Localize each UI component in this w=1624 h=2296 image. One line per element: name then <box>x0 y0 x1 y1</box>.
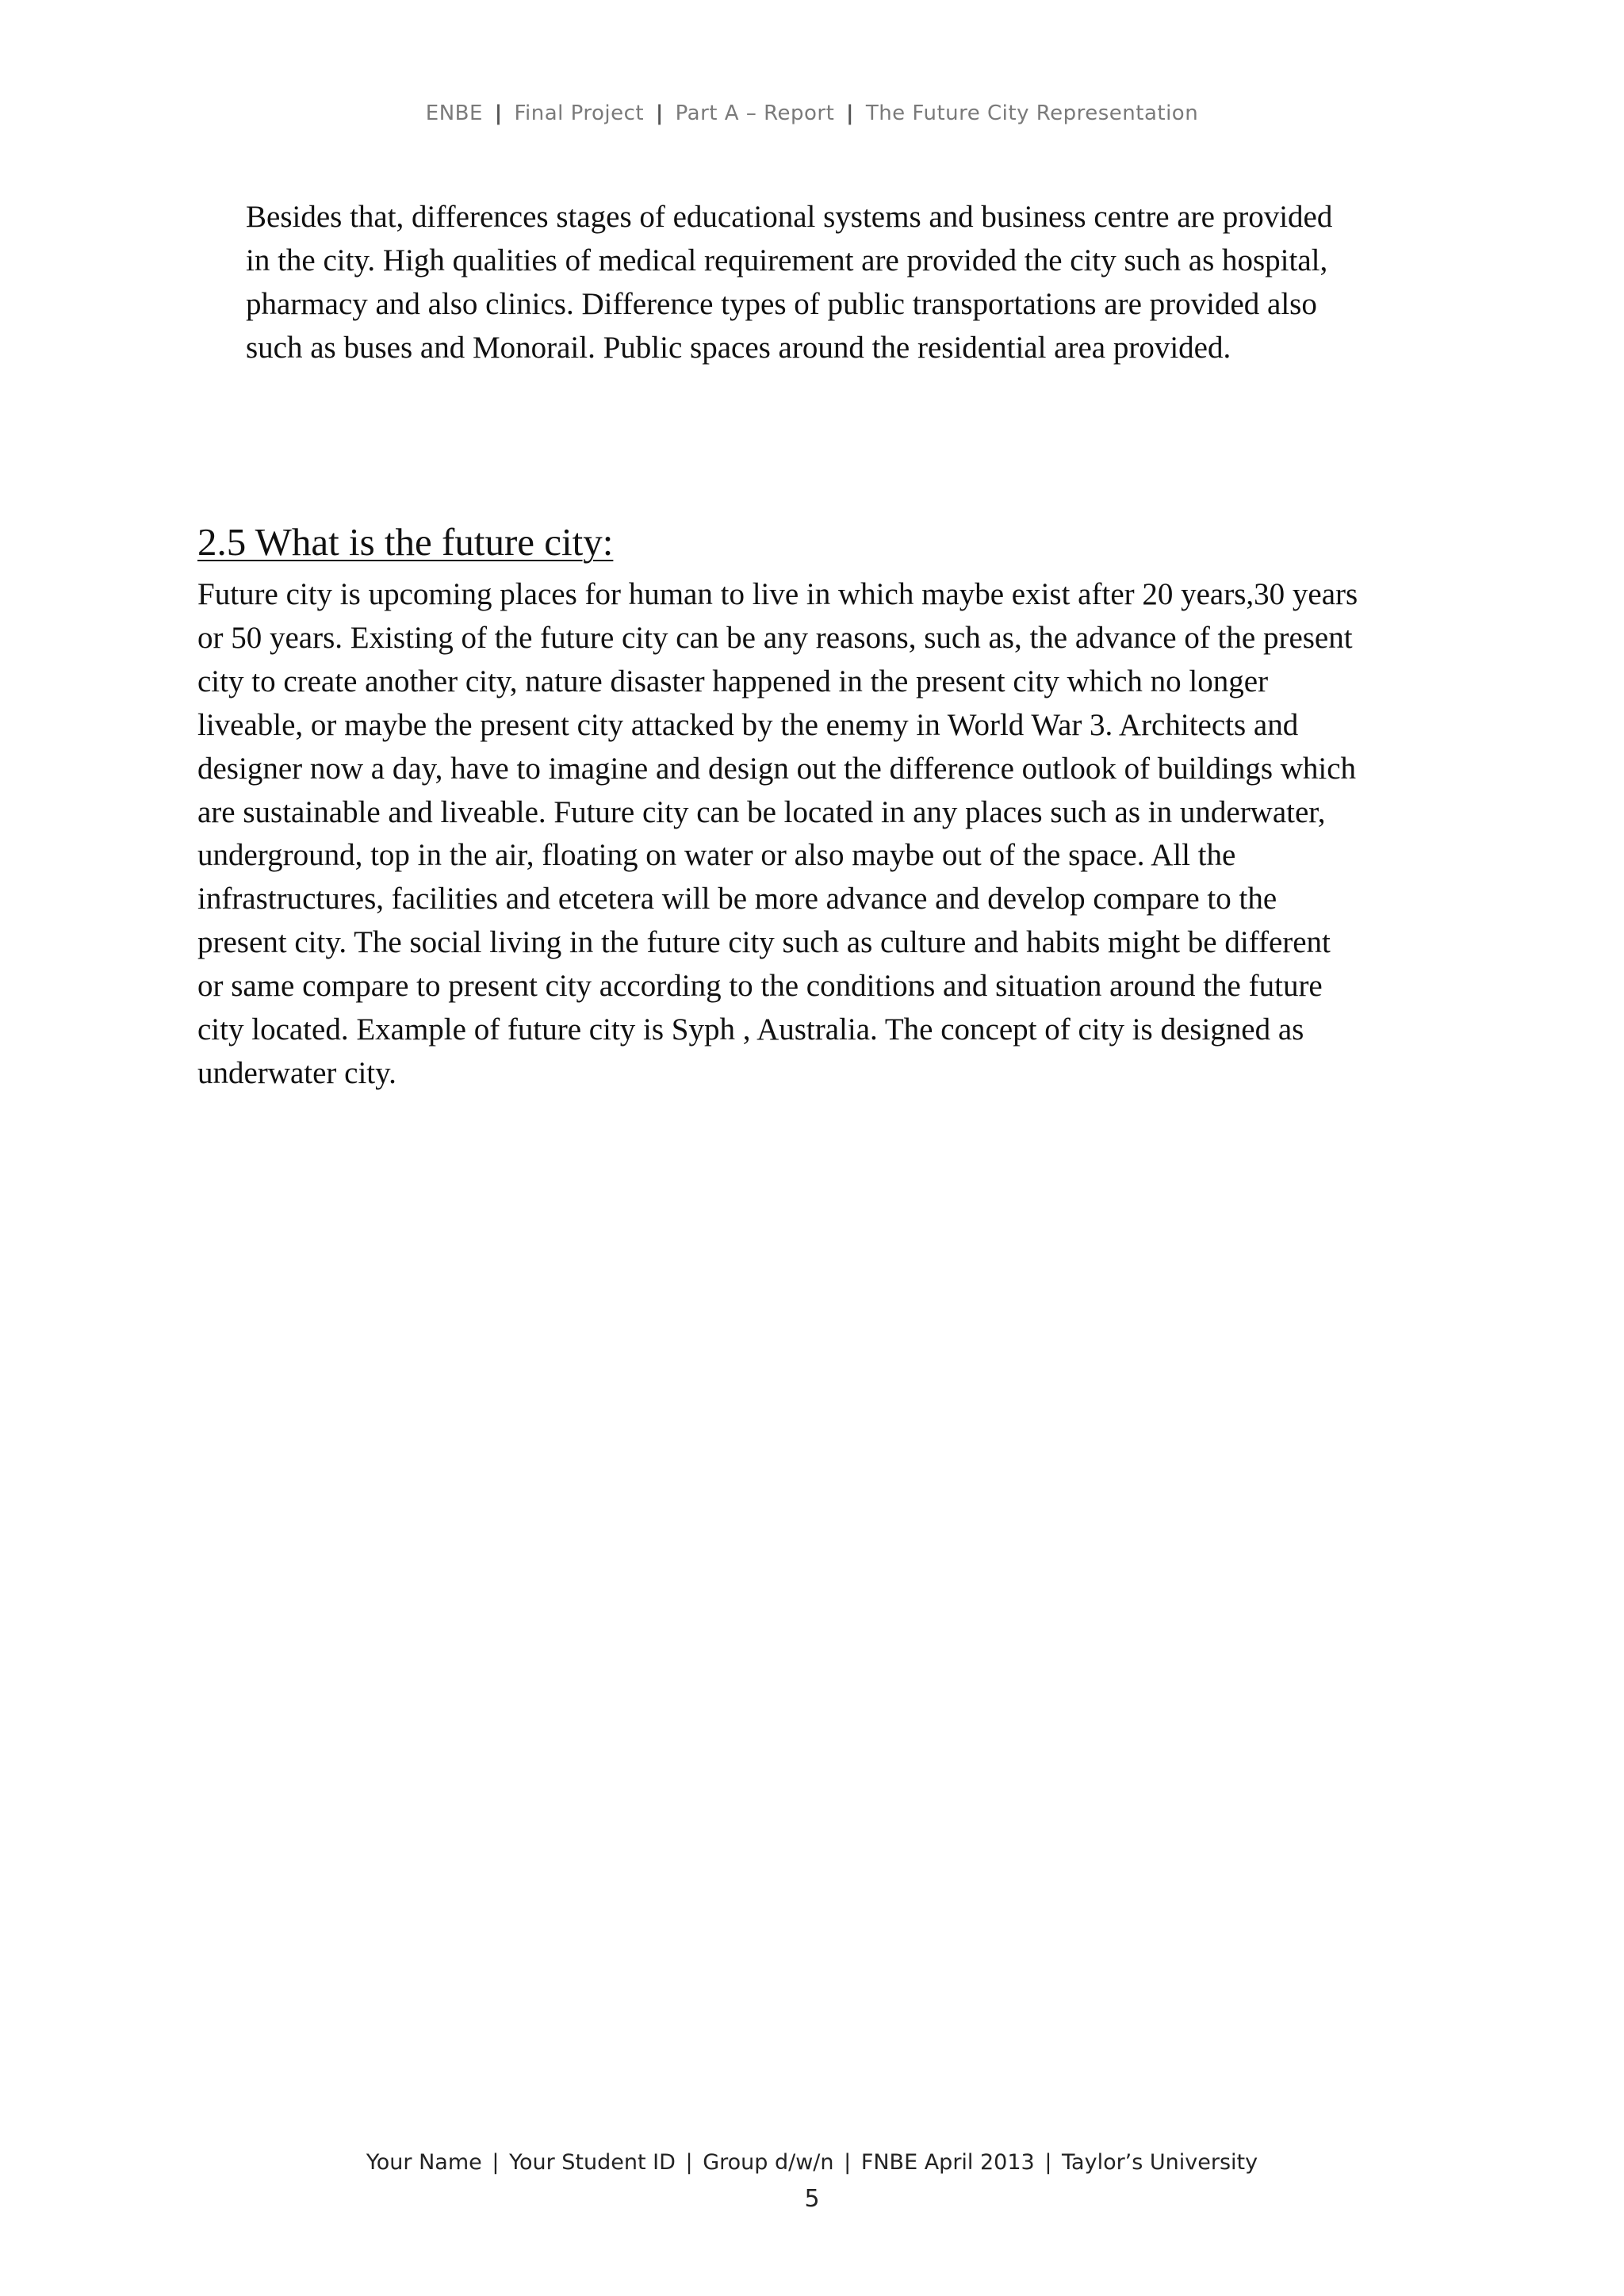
paragraph-line: infrastructures, facilities and etcetera will be more advance and develop compare to the <box>197 882 1277 916</box>
paragraph-line: city to create another city, nature disaster happened in the present city which no longer <box>197 664 1269 698</box>
footer-separator: | <box>1044 2150 1052 2175</box>
header-title: The Future City Representation <box>865 101 1199 125</box>
footer-name: Your Name <box>366 2150 482 2175</box>
paragraph-line: such as buses and Monorail. Public spaces around the residential area provided. <box>246 331 1231 365</box>
header-separator: | <box>846 101 855 125</box>
running-header <box>0 101 1624 125</box>
page-number: 5 <box>804 2185 820 2213</box>
footer-student-id: Your Student ID <box>509 2150 676 2175</box>
header-course-code: ENBE <box>425 101 483 125</box>
section-heading: 2.5 What is the future city: <box>197 520 614 564</box>
paragraph-line: or 50 years. Existing of the future city can be any reasons, such as, the advance of the present <box>197 620 1353 655</box>
section-paragraph <box>197 573 1358 1096</box>
paragraph-line: in the city. High qualities of medical requirement are provided the city such as hospital, <box>246 243 1328 277</box>
header-project: Final Project <box>514 101 645 125</box>
header-part: Part A – Report <box>675 101 835 125</box>
paragraph-line: present city. The social living in the future city such as culture and habits might be different <box>197 925 1331 960</box>
header-separator: | <box>494 101 503 125</box>
paragraph-line: pharmacy and also clinics. Difference types of public transportations are provided also <box>246 287 1317 321</box>
paragraph-line: Future city is upcoming places for human to live in which maybe exist after 20 years,30 years <box>197 577 1358 611</box>
footer-separator: | <box>685 2150 693 2175</box>
footer-group: Group d/w/n <box>703 2150 834 2175</box>
paragraph-line: city located. Example of future city is Syph , Australia. The concept of city is designed as <box>197 1012 1304 1047</box>
header-separator: | <box>655 101 664 125</box>
footer-separator: | <box>492 2150 500 2175</box>
footer-university: Taylor’s University <box>1062 2150 1258 2175</box>
paragraph-line: are sustainable and liveable. Future city can be located in any places such as in underwater, <box>197 794 1326 829</box>
footer-separator: | <box>844 2150 852 2175</box>
paragraph-line: or same compare to present city according to the conditions and situation around the future <box>197 969 1323 1004</box>
paragraph-line: designer now a day, have to imagine and design out the difference outlook of buildings which <box>197 751 1357 786</box>
footer-cohort: FNBE April 2013 <box>860 2150 1035 2175</box>
paragraph-line: liveable, or maybe the present city attacked by the enemy in World War 3. Architects and <box>197 707 1299 742</box>
intro-paragraph <box>246 195 1332 369</box>
page-footer <box>0 2150 1624 2175</box>
paragraph-line: underground, top in the air, floating on water or also maybe out of the space. All the <box>197 838 1236 873</box>
paragraph-line: underwater city. <box>197 1055 396 1090</box>
paragraph-line: Besides that, differences stages of educational systems and business centre are provided <box>246 200 1333 234</box>
